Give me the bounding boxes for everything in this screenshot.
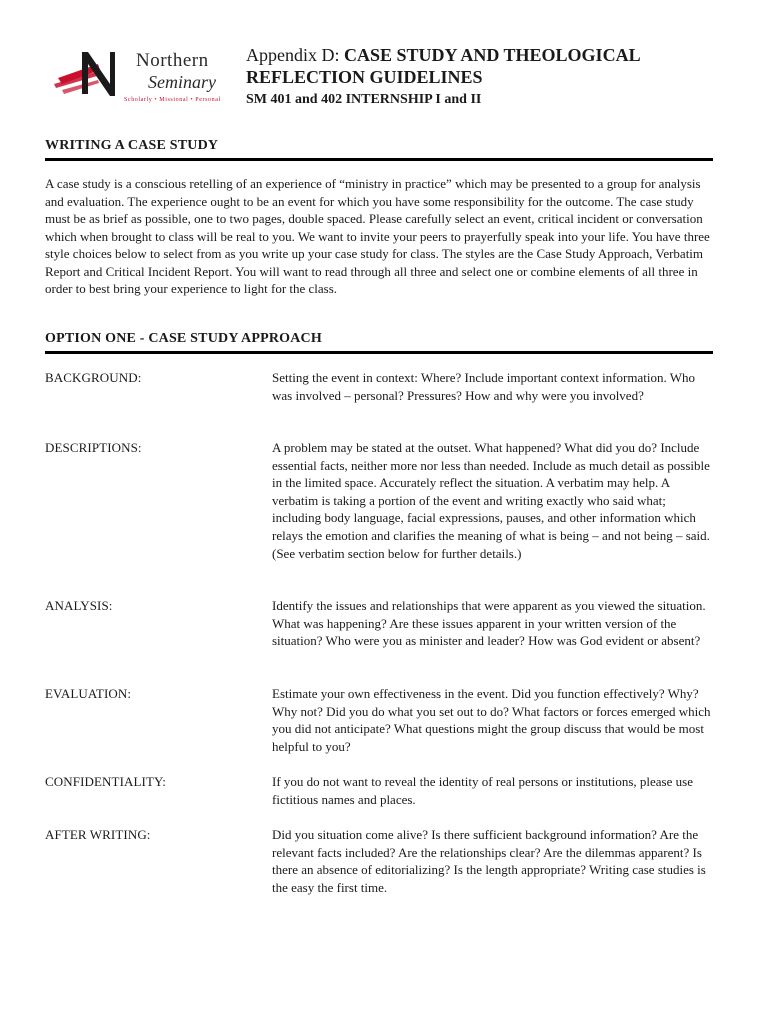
appendix-label: Appendix D: [246,45,340,65]
guideline-text: Did you situation come alive? Is there sufficient background information? Are the relevant facts included? Are the relationships clear? Are the dilemmas apparent? Is there an absence of editorializing? Is the length appropriate? Writing case studies is the easy the first time. [272,827,706,895]
guideline-label: EVALUATION: [45,686,132,701]
logo-name-northern: Northern [136,50,209,71]
document-header [246,44,726,110]
guideline-text: Setting the event in context: Where? Include important context information. Who was involved – personal? Pressures? How and why were you involved? [272,370,695,403]
guideline-text: If you do not want to reveal the identity of real persons or institutions, please use fictitious names and places. [272,774,693,807]
document-title-line-2: REFLECTION GUIDELINES [246,67,483,87]
logo-tagline: Scholarly • Missional • Personal [124,97,221,103]
section-heading-writing-case-study: WRITING A CASE STUDY [45,138,713,161]
logo-n-mark-icon [52,44,136,104]
logo-name-seminary: Seminary [148,72,216,92]
document-title-line-1 [246,44,726,66]
guideline-label: DESCRIPTIONS: [45,440,142,455]
intro-paragraph: A case study is a conscious retelling of an experience of “ministry in practice” which may be presented to a group for analysis and evaluation. The experience ought to be an event for which you have some responsibility for the outcome. The case study must be as brief as possible, one to two pages, double spaced. Please carefully select an event, critical incident or conversation which when brought to class will be real to you. We want to invite your peers to prayerfully speak into your life. You have three style choices below to select from as you write up your case study for class. The styles are the Case Study Approach, Verbatim Report and Critical Incident Report. You will want to read through all three and select one or combine elements of all three in order to best bring your experience to light for the class. [45,176,710,296]
guideline-text: Identify the issues and relationships that were apparent as you viewed the situation. What was happening? Are these issues apparent in your written version of the situation? Who were you as minister and leader? How was God evident or absent? [272,598,706,649]
guideline-label: ANALYSIS: [45,598,113,613]
section-heading-option-one: OPTION ONE - CASE STUDY APPROACH [45,331,713,354]
guideline-text: Estimate your own effectiveness in the event. Did you function effectively? Why? Why not? Did you do what you set out to do? What factors or forces emerged which you did not anticipate? What questions might the group discuss that would be most helpful to you? [272,686,711,754]
guideline-label: AFTER WRITING: [45,827,151,842]
guideline-text: A problem may be stated at the outset. What happened? What did you do? Include essential facts, neither more nor less than needed. Include as much detail as possible in the limited space. Accurately reflect the situation. A verbatim may help. A verbatim is taking a portion of the event and writing exactly who said what; including body language, facial expressions, pauses, and other information which relays the emotion and clarifies the meaning of what is being – and not being – said. (See verbatim section below for further details.) [272,440,710,561]
guideline-label: BACKGROUND: [45,370,142,385]
document-subtitle: SM 401 and 402 INTERNSHIP I and II [246,92,482,107]
seminary-logo [52,44,232,108]
title-part-1: CASE STUDY AND THEOLOGICAL [344,45,641,65]
guideline-label: CONFIDENTIALITY: [45,774,166,789]
